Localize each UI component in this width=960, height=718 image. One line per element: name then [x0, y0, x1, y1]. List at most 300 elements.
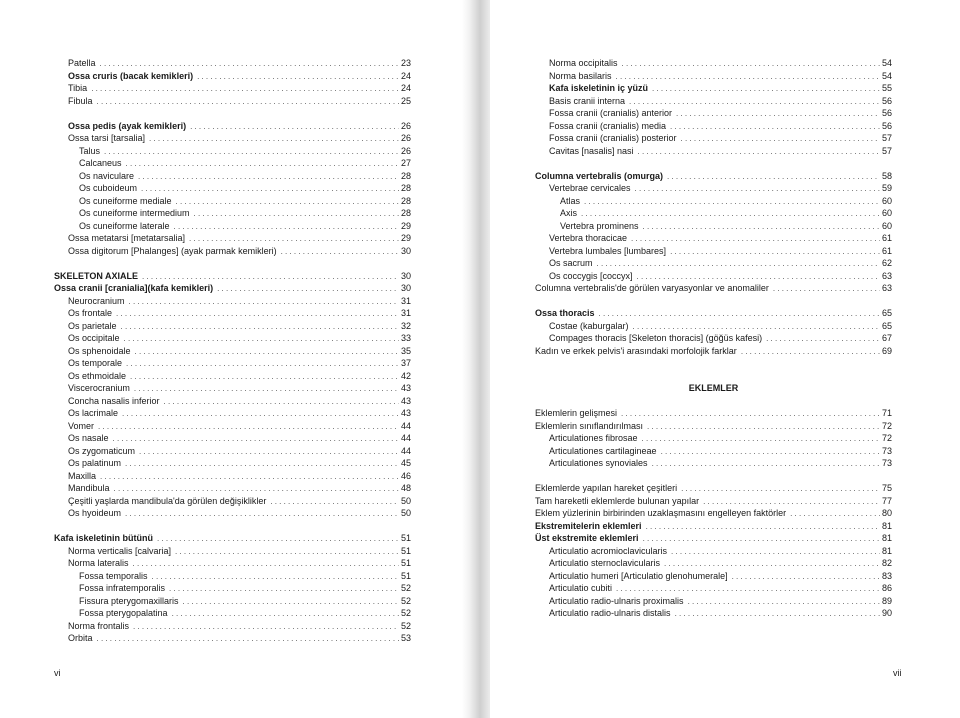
toc-page-number: 42	[400, 370, 411, 381]
toc-page-number: 48	[400, 483, 411, 493]
toc-page-number: 86	[881, 583, 892, 593]
toc-leader-dots	[104, 146, 399, 159]
toc-entry-title: Talus	[79, 145, 101, 156]
toc-entry-title: Os naviculare	[79, 170, 135, 181]
toc-entry[interactable]	[54, 307, 411, 320]
toc-entry[interactable]	[54, 595, 411, 608]
toc-page-number: 54	[881, 58, 892, 68]
toc-leader-dots	[647, 421, 880, 434]
toc-page-number: 26	[400, 133, 411, 143]
toc-entry-title: Fossa cranii (cranialis) anterior	[549, 108, 673, 118]
toc-entry[interactable]	[535, 445, 892, 458]
toc-leader-dots	[652, 458, 880, 471]
toc-entry[interactable]	[535, 345, 892, 358]
toc-page-number: 54	[881, 70, 892, 81]
toc-page-number: 65	[881, 320, 892, 331]
toc-page-number: 61	[881, 233, 892, 243]
toc-entry[interactable]	[535, 57, 892, 70]
toc-entry[interactable]	[535, 407, 892, 420]
toc-entry-title: Neurocranium	[68, 295, 125, 306]
toc-entry[interactable]	[54, 220, 411, 233]
toc-entry[interactable]	[535, 582, 892, 595]
toc-entry[interactable]	[54, 395, 411, 408]
toc-entry[interactable]	[54, 545, 411, 558]
toc-entry-title: Columna vertebralis (omurga)	[535, 170, 664, 181]
toc-page-number: 82	[881, 558, 892, 568]
toc-entry[interactable]	[54, 407, 411, 420]
toc-entry[interactable]	[535, 182, 892, 195]
toc-leader-dots	[642, 433, 880, 446]
toc-entry-title: Ossa tarsi [tarsalia]	[68, 133, 146, 143]
toc-leader-dots	[676, 108, 880, 121]
toc-leader-dots	[126, 358, 399, 371]
toc-entry-title: Norma lateralis	[68, 558, 129, 568]
toc-entry-title: Ossa pedis (ayak kemikleri)	[68, 120, 187, 131]
toc-entry[interactable]	[54, 195, 411, 208]
toc-entry[interactable]	[54, 370, 411, 383]
toc-entry[interactable]	[54, 382, 411, 395]
toc-entry[interactable]	[535, 145, 892, 158]
toc-page-number: 60	[881, 195, 892, 206]
toc-entry-title: Articulationes fibrosae	[549, 433, 638, 443]
toc-page-number: 55	[881, 83, 892, 93]
toc-leader-dots	[176, 196, 399, 209]
toc-spacer	[54, 257, 411, 270]
toc-entry-title: Üst ekstremite eklemleri	[535, 533, 639, 543]
toc-spacer	[535, 295, 892, 308]
toc-leader-dots	[113, 433, 399, 446]
toc-entry[interactable]	[54, 445, 411, 458]
toc-entry[interactable]	[54, 270, 411, 283]
toc-page-number: 26	[400, 145, 411, 156]
toc-leader-dots	[175, 546, 399, 559]
toc-page-number: 30	[400, 245, 411, 256]
toc-entry[interactable]	[54, 170, 411, 183]
toc-page-number: 50	[400, 508, 411, 518]
toc-leader-dots	[121, 321, 399, 334]
toc-entry[interactable]	[535, 282, 892, 295]
toc-entry-title: Tibia	[68, 83, 88, 93]
toc-entry[interactable]	[54, 282, 411, 295]
toc-entry[interactable]	[54, 570, 411, 583]
toc-entry-title: Fissura pterygomaxillaris	[79, 595, 179, 606]
toc-entry[interactable]	[54, 120, 411, 133]
toc-entry[interactable]	[54, 157, 411, 170]
toc-leader-dots	[681, 133, 880, 146]
toc-leader-dots	[584, 196, 880, 209]
toc-page-number: 71	[881, 408, 892, 418]
toc-leader-dots	[124, 333, 399, 346]
toc-entry-title: Os cuneiforme laterale	[79, 220, 170, 231]
toc-entry[interactable]	[54, 132, 411, 145]
toc-entry[interactable]	[535, 557, 892, 570]
toc-page-number: 57	[881, 145, 892, 156]
toc-page-number: 63	[881, 270, 892, 281]
toc-page-number: 43	[400, 408, 411, 418]
toc-entry-title: Os lacrimale	[68, 408, 119, 418]
toc-page-number: 56	[881, 120, 892, 131]
toc-entry-title: Os hyoideum	[68, 508, 122, 518]
toc-entry[interactable]	[54, 320, 411, 333]
left-page	[0, 0, 470, 718]
toc-entry[interactable]	[535, 70, 892, 83]
toc-entry-title: Articulatio sternoclavicularis	[549, 558, 661, 568]
toc-page-number: 33	[400, 333, 411, 343]
toc-entry-title: Compages thoracis [Skeleton thoracis] (göğüs kafesi)	[549, 333, 763, 343]
toc-page-number: 28	[400, 170, 411, 181]
toc-leader-dots	[152, 571, 399, 584]
toc-page-number: 28	[400, 183, 411, 193]
toc-entry[interactable]	[535, 420, 892, 433]
toc-entry-title: Os ethmoidale	[68, 370, 127, 381]
toc-page-number: 75	[881, 483, 892, 493]
toc-page-number: 61	[881, 245, 892, 256]
toc-entry-title: Os parietale	[68, 320, 117, 331]
toc-entry[interactable]	[54, 145, 411, 158]
toc-leader-dots	[667, 171, 880, 184]
toc-entry[interactable]	[535, 607, 892, 620]
toc-entry-title: Tam hareketli eklemlerde bulunan yapılar	[535, 495, 700, 506]
toc-entry-title: Fossa cranii (cranialis) posterior	[549, 133, 677, 143]
toc-entry[interactable]	[535, 95, 892, 108]
toc-entry[interactable]	[535, 257, 892, 270]
toc-entry[interactable]	[54, 245, 411, 258]
toc-entry[interactable]	[54, 57, 411, 70]
toc-entry[interactable]	[535, 432, 892, 445]
toc-leader-dots	[135, 346, 399, 359]
section-heading: EKLEMLER	[688, 383, 739, 393]
toc-leader-dots	[194, 208, 399, 221]
toc-leader-dots	[133, 621, 399, 634]
toc-entry[interactable]	[54, 632, 411, 645]
toc-page-number: 50	[400, 495, 411, 506]
toc-page-number: 23	[400, 58, 411, 68]
toc-page-number: 24	[400, 83, 411, 93]
toc-entry[interactable]	[54, 182, 411, 195]
toc-entry-title: Eklemlerin sınıflandırılması	[535, 420, 644, 431]
toc-entry[interactable]	[54, 420, 411, 433]
toc-leader-dots	[129, 296, 399, 309]
toc-page-number: 37	[400, 358, 411, 368]
toc-leader-dots	[646, 521, 880, 534]
toc-entry[interactable]	[535, 107, 892, 120]
toc-entry-title: Os cuneiforme mediale	[79, 195, 172, 206]
toc-entry-title: Axis	[560, 208, 578, 218]
toc-page-number: 81	[881, 533, 892, 543]
toc-spacer	[535, 357, 892, 382]
toc-leader-dots	[675, 608, 880, 621]
toc-leader-dots	[116, 308, 399, 321]
toc-entry[interactable]	[54, 620, 411, 633]
toc-entry[interactable]	[535, 170, 892, 183]
toc-entry-title: Os temporale	[68, 358, 123, 368]
toc-entry-title: Orbita	[68, 633, 93, 643]
toc-entry[interactable]	[535, 207, 892, 220]
toc-entry-title: Fossa infratemporalis	[79, 583, 166, 593]
toc-leader-dots	[97, 633, 399, 646]
toc-entry-title: Concha nasalis inferior	[68, 395, 160, 406]
toc-entry-title: Columna vertebralis'de görülen varyasyonlar ve anomaliler	[535, 283, 769, 293]
toc-leader-dots	[643, 221, 880, 234]
toc-leader-dots	[190, 121, 399, 134]
toc-leader-dots	[281, 246, 399, 259]
toc-entry[interactable]	[54, 432, 411, 445]
toc-leader-dots	[790, 508, 880, 521]
toc-leader-dots	[133, 558, 399, 571]
toc-page-number: 72	[881, 420, 892, 431]
left-toc	[54, 57, 411, 645]
toc-entry[interactable]	[54, 482, 411, 495]
toc-entry[interactable]	[535, 520, 892, 533]
toc-spacer	[535, 470, 892, 483]
toc-leader-dots	[766, 333, 880, 346]
toc-leader-dots	[616, 71, 880, 84]
toc-page-number: 89	[881, 595, 892, 606]
toc-leader-dots	[134, 383, 399, 396]
toc-page-number: 51	[400, 570, 411, 581]
toc-entry-title: Os frontale	[68, 308, 113, 318]
toc-entry[interactable]	[535, 195, 892, 208]
toc-leader-dots	[172, 608, 399, 621]
toc-entry-title: Çeşitli yaşlarda mandibula'da görülen değişiklikler	[68, 495, 267, 506]
toc-leader-dots	[164, 396, 399, 409]
toc-page-number: 69	[881, 345, 892, 356]
toc-page-number: 53	[400, 633, 411, 643]
toc-entry[interactable]	[535, 245, 892, 258]
toc-entry-title: Norma basilaris	[549, 70, 612, 81]
toc-leader-dots	[638, 146, 880, 159]
toc-entry-title: Ekstremitelerin eklemleri	[535, 520, 642, 531]
toc-entry[interactable]	[535, 532, 892, 545]
toc-entry[interactable]	[535, 307, 892, 320]
toc-page-number: 52	[400, 608, 411, 618]
toc-entry[interactable]	[54, 495, 411, 508]
toc-page-number: 30	[400, 270, 411, 281]
toc-entry[interactable]	[54, 345, 411, 358]
toc-leader-dots	[622, 58, 880, 71]
toc-entry[interactable]	[54, 507, 411, 520]
toc-spacer	[535, 157, 892, 170]
toc-page-number: 51	[400, 533, 411, 543]
toc-entry[interactable]	[54, 82, 411, 95]
toc-entry-title: Vertebra prominens	[560, 220, 639, 231]
toc-leader-dots	[149, 133, 399, 146]
toc-entry-title: Maxilla	[68, 470, 97, 481]
toc-entry-title: Articulatio radio-ulnaris proximalis	[549, 595, 684, 606]
toc-leader-dots	[138, 171, 399, 184]
toc-page-number: 52	[400, 583, 411, 593]
toc-spacer	[535, 395, 892, 408]
toc-entry-title: Cavitas [nasalis] nasi	[549, 145, 634, 156]
toc-page-number: 35	[400, 345, 411, 356]
toc-page-number: 63	[881, 283, 892, 293]
toc-page-number: 46	[400, 470, 411, 481]
toc-entry-title: Viscerocranium	[68, 383, 130, 393]
toc-page-number: 56	[881, 108, 892, 118]
toc-page-number: 65	[881, 308, 892, 318]
toc-entry-title: Os palatinum	[68, 458, 122, 468]
toc-entry[interactable]	[54, 557, 411, 570]
toc-page-number: 73	[881, 445, 892, 456]
toc-leader-dots	[183, 596, 399, 609]
toc-leader-dots	[597, 258, 880, 271]
right-folio: vii	[893, 668, 902, 678]
toc-entry-title: Kafa iskeletinin iç yüzü	[549, 83, 649, 93]
toc-leader-dots	[621, 408, 880, 421]
toc-leader-dots	[670, 246, 880, 259]
toc-leader-dots	[670, 121, 880, 134]
toc-page-number: 52	[400, 595, 411, 606]
toc-entry[interactable]	[54, 295, 411, 308]
toc-leader-dots	[91, 83, 399, 96]
toc-leader-dots	[270, 496, 399, 509]
toc-leader-dots	[773, 283, 880, 296]
toc-leader-dots	[688, 596, 880, 609]
toc-leader-dots	[652, 83, 880, 96]
toc-page-number: 30	[400, 283, 411, 293]
toc-entry-title: Os sphenoidale	[68, 345, 131, 356]
toc-leader-dots	[130, 371, 399, 384]
toc-entry[interactable]	[535, 332, 892, 345]
toc-leader-dots	[125, 508, 399, 521]
toc-page-number: 45	[400, 458, 411, 468]
toc-entry-title: Calcaneus	[79, 158, 122, 168]
toc-leader-dots	[732, 571, 880, 584]
toc-entry-title: Os nasale	[68, 433, 109, 443]
toc-leader-dots	[741, 346, 880, 359]
toc-entry[interactable]	[535, 232, 892, 245]
toc-entry[interactable]	[54, 582, 411, 595]
toc-entry-title: Kafa iskeletinin bütünü	[54, 533, 154, 543]
toc-entry-title: Fossa pterygopalatina	[79, 608, 168, 618]
toc-entry[interactable]	[535, 82, 892, 95]
toc-leader-dots	[631, 233, 880, 246]
toc-entry[interactable]	[535, 457, 892, 470]
toc-entry-title: Ossa cranii [cranialia](kafa kemikleri)	[54, 283, 214, 293]
toc-leader-dots	[661, 446, 880, 459]
toc-entry-title: Eklemlerin gelişmesi	[535, 408, 618, 418]
toc-page-number: 43	[400, 383, 411, 393]
toc-entry[interactable]	[54, 607, 411, 620]
toc-page-number: 43	[400, 395, 411, 406]
toc-entry-title: Os cuneiforme intermedium	[79, 208, 190, 218]
toc-entry-title: Fossa temporalis	[79, 570, 148, 581]
toc-entry[interactable]	[54, 232, 411, 245]
toc-entry-title: Vertebrae cervicales	[549, 183, 631, 193]
toc-leader-dots	[97, 96, 399, 109]
toc-page-number: 60	[881, 208, 892, 218]
toc-leader-dots	[126, 158, 399, 171]
toc-entry[interactable]	[54, 457, 411, 470]
toc-page-number: 77	[881, 495, 892, 506]
toc-entry[interactable]	[535, 545, 892, 558]
toc-entry-title: Os zygomaticum	[68, 445, 136, 456]
toc-entry[interactable]	[54, 95, 411, 108]
toc-leader-dots	[197, 71, 399, 84]
toc-entry-title: Os coccygis [coccyx]	[549, 270, 633, 281]
toc-entry-title: Vertebra lumbales [lumbares]	[549, 245, 667, 256]
toc-page-number: 67	[881, 333, 892, 343]
toc-entry-title: Norma occipitalis	[549, 58, 618, 68]
toc-entry[interactable]	[54, 207, 411, 220]
toc-leader-dots	[169, 583, 399, 596]
toc-entry-title: Os sacrum	[549, 258, 593, 268]
toc-page-number: 52	[400, 620, 411, 631]
toc-page-number: 51	[400, 558, 411, 568]
toc-entry[interactable]	[535, 270, 892, 283]
toc-entry-title: Ossa thoracis	[535, 308, 595, 318]
toc-entry-title: Articulationes synoviales	[549, 458, 648, 468]
toc-leader-dots	[141, 183, 399, 196]
toc-entry-title: Patella	[68, 58, 96, 68]
toc-page-number: 25	[400, 95, 411, 106]
toc-page-number: 62	[881, 258, 892, 268]
toc-page-number: 57	[881, 133, 892, 143]
toc-page-number: 58	[881, 170, 892, 181]
toc-entry-title: Articulatio cubiti	[549, 583, 613, 593]
toc-entry-title: Articulatio radio-ulnaris distalis	[549, 608, 671, 618]
toc-page-number: 26	[400, 120, 411, 131]
toc-page-number: 44	[400, 420, 411, 431]
toc-leader-dots	[157, 533, 399, 546]
toc-entry[interactable]	[535, 507, 892, 520]
toc-page-number: 72	[881, 433, 892, 443]
toc-entry-title: Ossa digitorum [Phalanges] (ayak parmak kemikleri)	[68, 245, 277, 256]
toc-page-number: 83	[881, 570, 892, 581]
toc-entry-title: Fibula	[68, 95, 93, 106]
toc-entry-title: Articulationes cartilagineae	[549, 445, 657, 456]
toc-entry[interactable]	[535, 570, 892, 583]
toc-entry-title: Ossa metatarsi [metatarsalia]	[68, 233, 186, 243]
toc-leader-dots	[635, 183, 880, 196]
toc-entry-title: Os cuboideum	[79, 183, 138, 193]
toc-entry[interactable]	[535, 482, 892, 495]
toc-entry[interactable]	[535, 595, 892, 608]
toc-leader-dots	[681, 483, 880, 496]
toc-leader-dots	[100, 471, 399, 484]
right-toc	[535, 57, 892, 620]
toc-page-number: 51	[400, 545, 411, 556]
toc-leader-dots	[599, 308, 880, 321]
toc-entry-title: Norma frontalis	[68, 620, 130, 631]
toc-leader-dots	[174, 221, 399, 234]
toc-entry[interactable]	[535, 120, 892, 133]
toc-leader-dots	[122, 408, 399, 421]
toc-entry[interactable]	[535, 220, 892, 233]
toc-entry[interactable]	[535, 320, 892, 333]
toc-leader-dots	[139, 446, 399, 459]
toc-entry-title: Articulatio humeri [Articulatio glenohumerale]	[549, 570, 728, 581]
toc-entry[interactable]	[535, 495, 892, 508]
toc-entry[interactable]	[54, 357, 411, 370]
toc-spacer	[54, 107, 411, 120]
toc-page-number: 60	[881, 220, 892, 231]
toc-entry-title: Articulatio acromioclavicularis	[549, 545, 668, 556]
toc-entry[interactable]	[54, 470, 411, 483]
toc-entry[interactable]	[54, 532, 411, 545]
toc-page-number: 31	[400, 308, 411, 318]
toc-entry-title: Vomer	[68, 420, 95, 431]
toc-entry[interactable]	[54, 332, 411, 345]
toc-page-number: 80	[881, 508, 892, 518]
toc-page-number: 44	[400, 433, 411, 443]
toc-page-number: 73	[881, 458, 892, 468]
toc-page-number: 81	[881, 545, 892, 556]
toc-page-number: 56	[881, 95, 892, 106]
toc-entry[interactable]	[54, 70, 411, 83]
toc-entry[interactable]	[535, 132, 892, 145]
toc-entry-title: SKELETON AXIALE	[54, 270, 139, 281]
